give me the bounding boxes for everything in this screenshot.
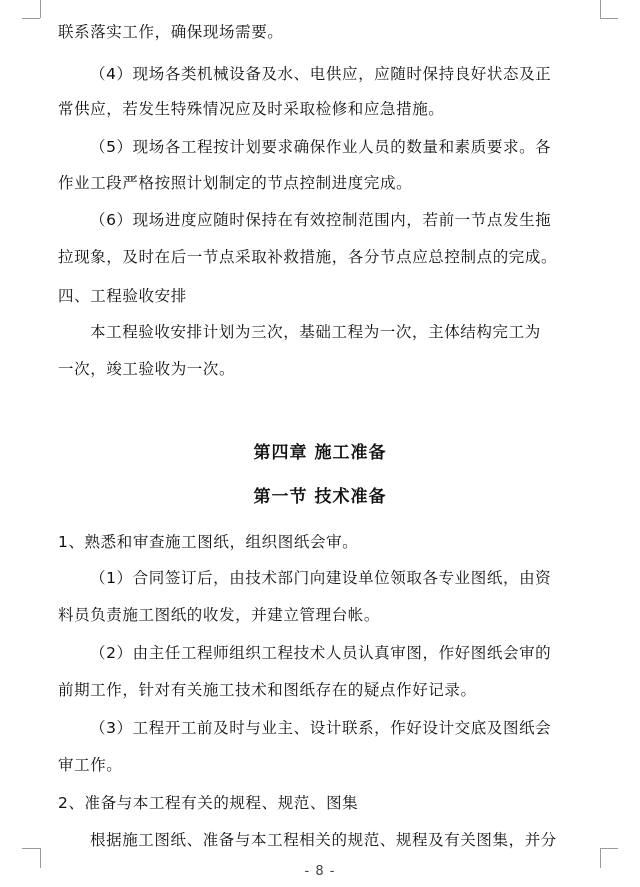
crop-mark-top-left-h bbox=[22, 18, 40, 19]
paragraph-line: 一次，竣工验收为一次。 bbox=[58, 360, 236, 378]
paragraph-line: 前期工作，针对有关施工技术和图纸存在的疑点作好记录。 bbox=[58, 681, 477, 699]
chapter-title: 第四章 施工准备 bbox=[253, 443, 387, 463]
crop-mark-bottom-right-h bbox=[600, 848, 618, 849]
paragraph-line: 联系落实工作，确保现场需要。 bbox=[58, 23, 284, 41]
paragraph-line: 2、准备与本工程有关的规程、规范、图集 bbox=[58, 794, 359, 812]
paragraph-line: 作业工段严格按照计划制定的节点控制进度完成。 bbox=[58, 174, 413, 192]
paragraph-line: （1）合同签订后，由技术部门向建设单位领取各专业图纸，由资 bbox=[90, 569, 552, 587]
crop-mark-top-left bbox=[40, 0, 41, 18]
paragraph-line: （3）工程开工前及时与业主、设计联系，作好设计交底及图纸会 bbox=[90, 719, 552, 737]
paragraph-line: （4）现场各类机械设备及水、电供应，应随时保持良好状态及正 bbox=[90, 65, 552, 83]
paragraph-line: （6）现场进度应随时保持在有效控制范围内，若前一节点发生拖 bbox=[90, 211, 552, 229]
paragraph-line: （5）现场各工程按计划要求确保作业人员的数量和素质要求。各 bbox=[90, 138, 552, 156]
paragraph-line: 常供应，若发生特殊情况应及时采取检修和应急措施。 bbox=[58, 100, 445, 118]
paragraph-line: 审工作。 bbox=[58, 756, 123, 774]
crop-mark-bottom-left-h bbox=[22, 848, 40, 849]
crop-mark-top-right-h bbox=[600, 18, 618, 19]
section-heading-acceptance: 四、工程验收安排 bbox=[58, 287, 187, 305]
section-title: 第一节 技术准备 bbox=[253, 487, 387, 507]
paragraph-line: 根据施工图纸、准备与本工程相关的规范、规程及有关图集，并分 bbox=[90, 831, 557, 849]
paragraph-line: 1、熟悉和审查施工图纸，组织图纸会审。 bbox=[58, 533, 359, 551]
paragraph-line: 本工程验收安排计划为三次，基础工程为一次，主体结构完工为 bbox=[90, 323, 541, 341]
paragraph-line: 拉现象，及时在后一节点采取补救措施，各分节点应总控制点的完成。 bbox=[58, 248, 558, 266]
page-number: - 8 - bbox=[304, 864, 336, 879]
crop-mark-top-right bbox=[600, 0, 601, 18]
paragraph-line: 料员负责施工图纸的收发，并建立管理台帐。 bbox=[58, 606, 381, 624]
paragraph-line: （2）由主任工程师组织工程技术人员认真审图，作好图纸会审的 bbox=[90, 644, 552, 662]
